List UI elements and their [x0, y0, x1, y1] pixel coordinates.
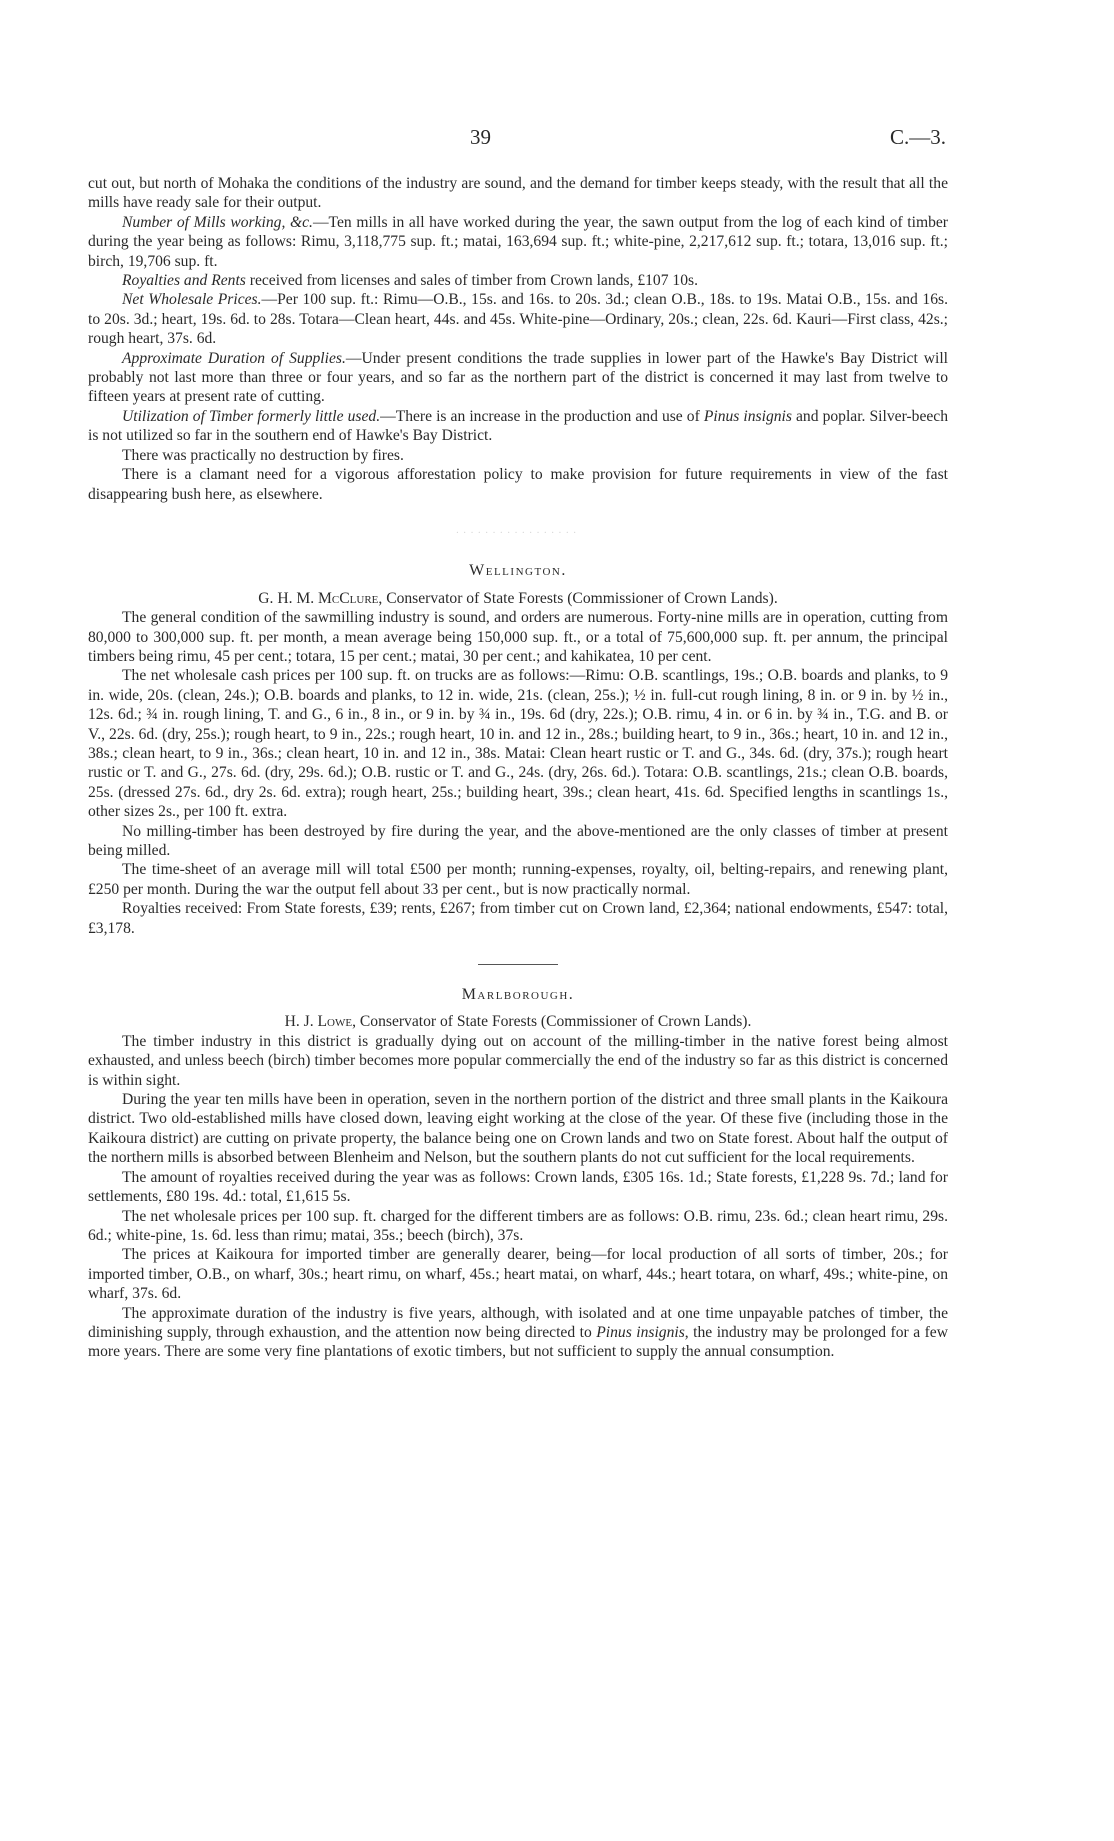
italic-lead: Number of Mills working, &c. [122, 213, 313, 231]
paragraph: No milling-timber has been destroyed by fire during the year, and the above-mentioned are the only classes of timber at present being milled. [88, 822, 948, 859]
paragraph: cut out, but north of Mohaka the conditions of the industry are sound, and the demand for timber keeps steady, with the result that all the mills have ready sale for their output. [88, 175, 948, 212]
spacer [88, 581, 948, 589]
italic-lead: Net Wholesale Prices. [122, 291, 262, 309]
section-heading-wellington: Wellington. [469, 562, 567, 580]
section-divider-faint: ················· [455, 527, 581, 539]
paragraph [88, 407, 948, 446]
paragraph [88, 271, 948, 290]
paragraph: The net wholesale cash prices per 100 sup. ft. on trucks are as follows:—Rimu: O.B. scantlings, 19s.; O.B. boards and planks, to 9 in. wide, 20s. (clean, 24s.); O.B. boards and planks, to 12 in. wide, 21s. (clean, 25s.); ½ in. full-cut rough lining, 8 in. or 9 in. by ½ in., 12s. 6d.; ¾ in. rough lining, T. and G., 6 in., 8 in., or 9 in. by ¾ in., 19s. 6d (dry, 22s.); O.B. rimu, 4 in. or 6 in. by ¾ in., T.G. and B. or V., 22s. 6d. (dry, 25s.); rough heart, to 9 in., 22s.; rough heart, 10 in. and 12 in., 28s.; building heart, to 9 in., 36s.; heart, 10 in. and 12 in., 38s.; clean heart, to 9 in., 36s.; clean heart, 10 in. and 12 in., 38s. Matai: Clean heart rustic or T. and G., 34s. 6d. (dry, 37s.); rough heart rustic or T. and G., 27s. 6d. (dry, 29s. 6d.); O.B. rustic or T. and G., 24s. (dry, 26s. 6d.). Totara: O.B. scantlings, 21s.; clean O.B. boards, 25s. (dressed 27s. 6d., dry 2s. 6d. extra); rough heart, 25s.; building heart, 39s.; clean heart, 41s. 6d. Specified lengths in scantlings 1s., other sizes 2s., per 100 ft. extra. [88, 667, 948, 821]
document-reference: C.—3. [889, 125, 946, 149]
paragraph [88, 213, 948, 271]
paragraph-text: and poplar. Silver-beech is not utilized so far in the southern end of Hawke's Bay District. [88, 407, 948, 445]
section-divider-rule [478, 964, 558, 965]
officer-line [88, 589, 948, 608]
paragraph: The amount of royalties received during the year was as follows: Crown lands, £305 16s. 1d.; State forests, £1,228 9s. 7d.; land for settlements, £80 19s. 4d.: total, £1,615 5s. [88, 1168, 948, 1206]
species-name: Pinus insignis [703, 407, 792, 425]
paragraph-text: —Ten mills in all have worked during the year, the sawn output from the log of each kind of timber during the year being as follows: Rimu, 3,118,775 sup. ft.; matai, 163,694 sup. ft.; white-pine, 2,217,612 sup. ft.; totara, 13,016 sup. ft.; birch, 19,706 sup. ft. [88, 213, 948, 270]
paragraph: The general condition of the sawmilling industry is sound, and orders are numerous. Forty-nine mills are in operation, cutting from 80,000 to 300,000 sup. ft. per month, a mean average being 150,000 sup. ft., or a total of 75,600,000 sup. ft. per annum, the principal timbers being rimu, 45 per cent.; totara, 15 per cent.; matai, 30 per cent.; and kahikatea, 10 per cent. [88, 609, 948, 665]
officer-line [88, 1012, 948, 1031]
page-number: 39 [470, 125, 491, 149]
officer-title: , Conservator of State Forests (Commissioner of Crown Lands). [378, 589, 778, 607]
paragraph: The net wholesale prices per 100 sup. ft. charged for the different timbers are as follows: O.B. rimu, 23s. 6d.; clean heart rimu, 29s. 6d.; white-pine, 1s. 6d. less than rimu; matai, 35s.; beech (birch), 37s. [88, 1207, 948, 1244]
paragraph: There was practically no destruction by fires. [122, 446, 404, 464]
officer-name: G. H. M. McClure [258, 589, 379, 607]
paragraph: Royalties received: From State forests, £39; rents, £267; from timber cut on Crown land, £2,364; national endowments, £547: total, £3,178. [88, 900, 948, 937]
paragraph: The prices at Kaikoura for imported timber are generally dearer, being—for local production of all sorts of timber, 20s.; for imported timber, O.B., on wharf, 30s.; heart rimu, on wharf, 45s.; heart matai, on wharf, 44s.; heart totara, on wharf, 49s.; white-pine, on wharf, 37s. 6d. [88, 1246, 948, 1303]
section-heading-marlborough: Marlborough. [461, 986, 575, 1004]
document-body [88, 174, 948, 1362]
paragraph [88, 349, 948, 407]
officer-name: H. J. Lowe [284, 1013, 353, 1031]
paragraph-text: , the industry may be prolonged for a few more years. There are some very fine plantations of exotic timbers, but not sufficient to supply the annual consumption. [88, 1323, 948, 1361]
paragraph-text: —Under present conditions the trade supplies in lower part of the Hawke's Bay District will probably not last more than three or four years, and so far as the northern part of the district is concerned it may last from twelve to fifteen years at present rate of cutting. [88, 349, 948, 406]
paragraph: There is a clamant need for a vigorous afforestation policy to make provision for future requirements in view of the fast disappearing bush here, as elsewhere. [88, 466, 948, 503]
officer-title: , Conservator of State Forests (Commissioner of Crown Lands). [352, 1013, 752, 1031]
paragraph-text: —Per 100 sup. ft.: Rimu—O.B., 15s. and 16s. to 20s. 3d.; clean O.B., 18s. to 19s. Matai O.B., 15s. and 16s. to 20s. 3d.; heart, 19s. 6d. to 28s. Totara—Clean heart, 44s. and 45s. White-pine—Ordinary, 20s.; clean, 22s. 6d. Kauri—First class, 42s.; rough heart, 37s. 6d. [88, 291, 948, 348]
paragraph [88, 290, 948, 348]
paragraph: The time-sheet of an average mill will total £500 per month; running-expenses, royalty, oil, belting-repairs, and renewing plant, £250 per month. During the war the output fell about 33 per cent., but is now practically normal. [88, 861, 948, 898]
italic-lead: Royalties and Rents [122, 272, 246, 290]
italic-lead: Utilization of Timber formerly little used. [122, 407, 381, 425]
paragraph-text: —There is an increase in the production and use of [380, 407, 704, 425]
species-name: Pinus insignis [596, 1323, 685, 1341]
paragraph: The timber industry in this district is gradually dying out on account of the milling-timber in the native forest being almost exhausted, and unless beech (birch) timber becomes more popular commercially the end of the industry so far as this district is concerned is within sight. [88, 1032, 948, 1089]
spacer [88, 1004, 948, 1012]
italic-lead: Approximate Duration of Supplies. [122, 349, 346, 367]
paragraph: During the year ten mills have been in operation, seven in the northern portion of the district and three small plants in the Kaikoura district. Two old-established mills have closed down, leaving eight working at the close of the year. Of these five (including those in the Kaikoura district) are cutting on private property, the balance being one on Crown lands and two on State forest. About half the output of the northern mills is absorbed between Blenheim and Nelson, but the southern plants do not cut sufficient for the local requirements. [88, 1091, 948, 1167]
paragraph [88, 1304, 948, 1362]
paragraph-text: The approximate duration of the industry is five years, although, with isolated and at one time unpayable patches of timber, the diminishing supply, through exhaustion, and the attention now being directed to [88, 1304, 948, 1341]
paragraph-text: received from licenses and sales of timber from Crown lands, £107 10s. [245, 272, 698, 290]
